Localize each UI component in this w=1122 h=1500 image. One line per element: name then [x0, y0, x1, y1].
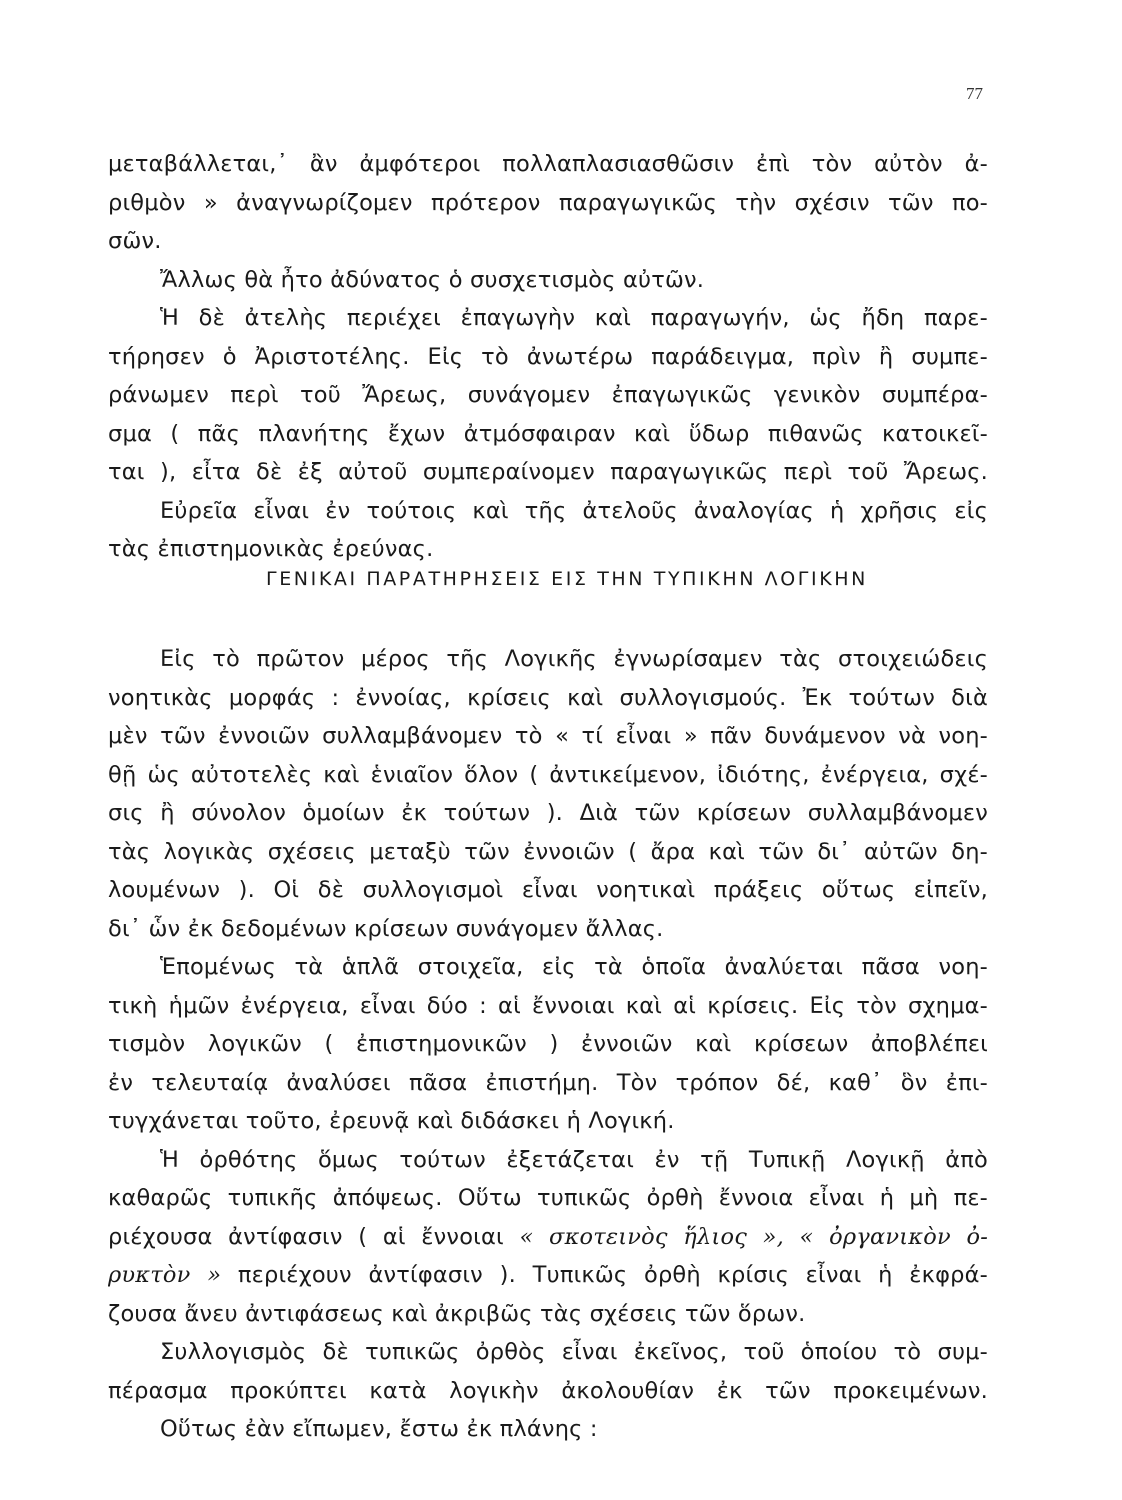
text-line: τικὴ ἡμῶν ἐνέργεια, εἶναι δύο : αἱ ἔννοιαι καὶ αἱ κρίσεις. Εἰς τὸν σχημα-: [108, 992, 988, 1019]
italic-example: ρυκτὸν »: [108, 1262, 222, 1288]
italic-example: « σκοτεινὸς ἥλιος », « ὀργανικὸν ὀ-: [519, 1223, 988, 1250]
text-line: δι᾽ ὧν ἐκ δεδομένων κρίσεων συνάγομεν ἄλλας.: [108, 915, 664, 942]
text-line: λουμένων ). Οἱ δὲ συλλογισμοὶ εἶναι νοητικαὶ πράξεις οὕτως εἰπεῖν,: [108, 877, 988, 903]
text-line: Ἑπομένως τὰ ἁπλᾶ στοιχεῖα, εἰς τὰ ὁποῖα ἀναλύεται πᾶσα νοη-: [160, 954, 988, 980]
text-line: ται ), εἶτα δὲ ἐξ αὐτοῦ συμπεραίνομεν παραγωγικῶς περὶ τοῦ Ἄρεως.: [108, 459, 988, 485]
section-heading: ΓΕΝΙΚΑΙ ΠΑΡΑΤΗΡΗΣΕΙΣ ΕΙΣ ΤΗΝ ΤΥΠΙΚΗΝ ΛΟΓΙΚΗΝ: [266, 568, 868, 590]
text-line: σῶν.: [108, 228, 162, 254]
text-line: Ἡ ὀρθότης ὅμως τούτων ἐξετάζεται ἐν τῇ Τυπικῇ Λογικῇ ἀπὸ: [160, 1146, 988, 1173]
text-line: Ἡ δὲ ἀτελὴς περιέχει ἐπαγωγὴν καὶ παραγωγήν, ὡς ἤδη παρε-: [160, 305, 988, 331]
text-line: Ἄλλως θὰ ἦτο ἀδύνατος ὁ συσχετισμὸς αὐτῶν.: [160, 266, 705, 293]
text-line: Συλλογισμὸς δὲ τυπικῶς ὀρθὸς εἶναι ἐκεῖνος, τοῦ ὁποίου τὸ συμ-: [160, 1339, 988, 1365]
text-segment: περιέχουν ἀντίφασιν ). Τυπικῶς ὀρθὴ κρίσις εἶναι ἡ ἐκφρά-: [237, 1262, 988, 1288]
text-segment: ριέχουσα ἀντίφασιν ( αἱ ἔννοιαι: [108, 1223, 504, 1250]
text-line: τὰς λογικὰς σχέσεις μεταξὺ τῶν ἐννοιῶν ( ἄρα καὶ τῶν δι᾽ αὐτῶν δη-: [108, 838, 988, 865]
text-line: τήρησεν ὁ Ἀριστοτέλης. Εἰς τὸ ἀνωτέρω παράδειγμα, πρὶν ἢ συμπε-: [108, 343, 988, 370]
text-line: ζουσα ἄνευ ἀντιφάσεως καὶ ἀκριβῶς τὰς σχέσεις τῶν ὅρων.: [108, 1300, 806, 1327]
text-line: νοητικὰς μορφάς : ἐννοίας, κρίσεις καὶ συλλογισμούς. Ἐκ τούτων διὰ: [108, 684, 988, 711]
text-line: [108, 1256, 988, 1295]
text-line: μεταβάλλεται,᾽ ἂν ἀμφότεροι πολλαπλασιασθῶσιν ἐπὶ τὸν αὐτὸν ἀ-: [108, 151, 988, 177]
text-line: Εἰς τὸ πρῶτον μέρος τῆς Λογικῆς ἐγνωρίσαμεν τὰς στοιχειώδεις: [160, 646, 988, 672]
text-line: ράνωμεν περὶ τοῦ Ἄρεως, συνάγομεν ἐπαγωγικῶς γενικὸν συμπέρα-: [108, 382, 988, 408]
text-line: Οὕτως ἐὰν εἴπωμεν, ἔστω ἐκ πλάνης :: [160, 1416, 598, 1442]
continued-paragraphs: [108, 145, 988, 569]
text-line: τισμὸν λογικῶν ( ἐπιστημονικῶν ) ἐννοιῶν καὶ κρίσεων ἀποβλέπει: [108, 1031, 988, 1057]
text-line: σις ἢ σύνολον ὁμοίων ἐκ τούτων ). Διὰ τῶν κρίσεων συλλαμβάνομεν: [108, 800, 988, 826]
text-line: ἐν τελευταίᾳ ἀναλύσει πᾶσα ἐπιστήμη. Τὸν τρόπον δέ, καθ᾽ ὃν ἐπι-: [108, 1069, 988, 1096]
text-line: [108, 1218, 988, 1257]
text-line: μὲν τῶν ἐννοιῶν συλλαμβάνομεν τὸ « τί εἶναι » πᾶν δυνάμενον νὰ νοη-: [108, 723, 988, 749]
text-line: Εὐρεῖα εἶναι ἐν τούτοις καὶ τῆς ἀτελοῦς ἀναλογίας ἡ χρῆσις εἰς: [160, 497, 988, 524]
text-line: πέρασμα προκύπτει κατὰ λογικὴν ἀκολουθίαν ἐκ τῶν προκειμένων.: [108, 1377, 988, 1404]
text-line: καθαρῶς τυπικῆς ἀπόψεως. Οὕτω τυπικῶς ὀρθὴ ἔννοια εἶναι ἡ μὴ πε-: [108, 1185, 988, 1211]
text-line: σμα ( πᾶς πλανήτης ἔχων ἀτμόσφαιραν καὶ ὕδωρ πιθανῶς κατοικεῖ-: [108, 420, 988, 447]
text-line: τὰς ἐπιστημονικὰς ἐρεύνας.: [108, 536, 434, 562]
text-line: θῇ ὡς αὐτοτελὲς καὶ ἑνιαῖον ὅλον ( ἀντικείμενον, ἰδιότης, ἐνέργεια, σχέ-: [108, 761, 988, 788]
text-line: τυγχάνεται τοῦτο, ἐρευνᾷ καὶ διδάσκει ἡ Λογική.: [108, 1108, 675, 1134]
page-number: 77: [966, 84, 983, 103]
section-paragraphs: [108, 640, 988, 1449]
text-line: ριθμὸν » ἀναγνωρίζομεν πρότερον παραγωγικῶς τὴν σχέσιν τῶν πο-: [108, 189, 988, 216]
